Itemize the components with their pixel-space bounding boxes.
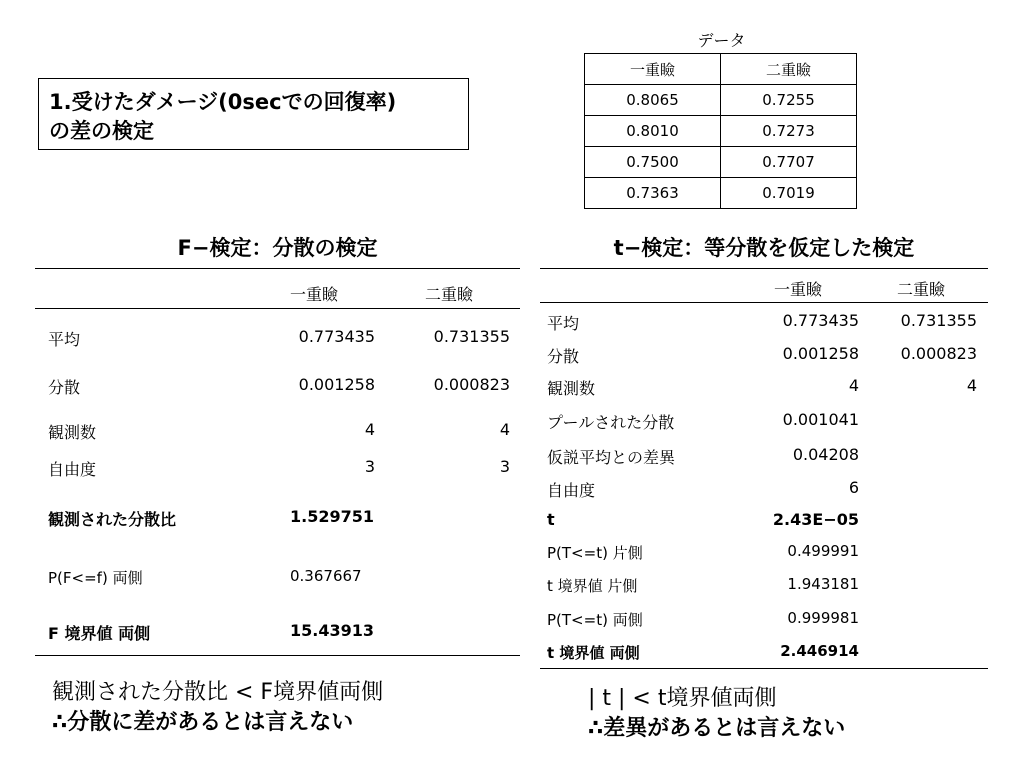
slide-title-box — [38, 78, 469, 150]
t-row-label: t — [547, 510, 555, 529]
f-header-double-eyelid: 二重瞼 — [425, 285, 474, 304]
f-table-bottom-rule — [35, 655, 520, 656]
f-header-single-eyelid: 一重瞼 — [290, 285, 339, 304]
t-row-label: 自由度 — [547, 481, 596, 500]
data-cell: 0.7500 — [585, 147, 721, 178]
data-header-double-eyelid: 二重瞼 — [721, 54, 857, 85]
f-conclusion-line2: ∴分散に差があるとは言えない — [52, 710, 354, 735]
f-row-value1: 15.43913 — [290, 621, 375, 640]
t-row-value2: 4 — [966, 376, 977, 395]
t-header-double-eyelid: 二重瞼 — [897, 280, 946, 299]
data-table-row — [585, 178, 857, 209]
f-test-conclusion — [52, 678, 383, 738]
f-conclusion-line1: 観測された分散比 < F境界値両側 — [52, 680, 384, 705]
f-row-value2: 4 — [499, 420, 510, 439]
t-test-title: t−検定：等分散を仮定した検定 — [613, 236, 915, 260]
data-table-row — [585, 116, 857, 147]
t-row-value1: 0.999981 — [787, 609, 859, 627]
t-row-label: 分散 — [547, 347, 580, 366]
t-row-value1: 2.43E−05 — [772, 510, 859, 529]
data-cell: 0.7019 — [721, 178, 857, 209]
f-table-header-rule — [35, 308, 520, 309]
f-row-value1: 0.367667 — [290, 567, 362, 585]
data-table-header-row — [585, 54, 857, 85]
f-row-value1: 0.773435 — [298, 327, 375, 346]
data-cell: 0.8010 — [585, 116, 721, 147]
t-row-value1: 4 — [848, 376, 859, 395]
data-cell: 0.7707 — [721, 147, 857, 178]
slide-title-line1: 1.受けたダメージ(0secでの回復率) — [49, 90, 397, 114]
t-row-value1: 6 — [848, 478, 859, 497]
t-row-value2: 0.000823 — [900, 344, 977, 363]
f-row-value1: 1.529751 — [290, 507, 375, 526]
t-row-label: P(T<=t) 片側 — [547, 544, 643, 562]
f-row-value1: 4 — [364, 420, 375, 439]
f-row-value2: 3 — [499, 457, 510, 476]
f-test-title: F−検定：分散の検定 — [177, 236, 378, 260]
t-conclusion-line1: | t | < t境界値両側 — [588, 686, 777, 711]
f-row-label: F 境界値 両側 — [48, 624, 151, 643]
data-table-caption: データ — [697, 31, 746, 50]
data-table-row — [585, 85, 857, 116]
f-row-value2: 0.731355 — [433, 327, 510, 346]
f-row-label: 観測された分散比 — [48, 510, 177, 529]
data-table — [584, 53, 857, 209]
t-row-value2: 0.731355 — [900, 311, 977, 330]
slide-title-line2: の差の検定 — [49, 119, 154, 143]
t-table-bottom-rule — [540, 668, 988, 669]
t-table-top-rule — [540, 268, 988, 269]
f-row-label: P(F<=f) 両側 — [48, 569, 143, 587]
t-table-header-rule — [540, 302, 988, 303]
f-table-top-rule — [35, 268, 520, 269]
data-header-single-eyelid: 一重瞼 — [585, 54, 721, 85]
t-row-value1: 0.001041 — [782, 410, 859, 429]
f-row-label: 分散 — [48, 378, 81, 397]
data-table-row — [585, 147, 857, 178]
t-row-value1: 0.499991 — [787, 542, 859, 560]
data-cell: 0.8065 — [585, 85, 721, 116]
f-row-value1: 3 — [364, 457, 375, 476]
t-row-label: t 境界値 片側 — [547, 577, 638, 595]
t-row-label: 平均 — [547, 314, 580, 333]
t-header-single-eyelid: 一重瞼 — [774, 280, 823, 299]
data-cell: 0.7255 — [721, 85, 857, 116]
t-row-label: プールされた分散 — [547, 413, 675, 432]
f-row-label: 自由度 — [48, 460, 97, 479]
data-cell: 0.7273 — [721, 116, 857, 147]
f-row-value2: 0.000823 — [433, 375, 510, 394]
t-row-value1: 1.943181 — [787, 575, 859, 593]
t-row-label: 仮説平均との差異 — [547, 448, 676, 467]
t-row-value1: 0.001258 — [782, 344, 859, 363]
data-cell: 0.7363 — [585, 178, 721, 209]
t-row-label: 観測数 — [547, 379, 596, 398]
t-row-label: P(T<=t) 両側 — [547, 611, 643, 629]
t-row-label: t 境界値 両側 — [547, 644, 640, 662]
t-row-value1: 2.446914 — [780, 642, 859, 660]
f-row-label: 観測数 — [48, 423, 97, 442]
t-row-value1: 0.04208 — [792, 445, 859, 464]
f-row-value1: 0.001258 — [298, 375, 375, 394]
t-test-conclusion — [588, 684, 845, 744]
t-row-value1: 0.773435 — [782, 311, 859, 330]
t-conclusion-line2: ∴差異があるとは言えない — [588, 716, 846, 741]
f-row-label: 平均 — [48, 330, 81, 349]
